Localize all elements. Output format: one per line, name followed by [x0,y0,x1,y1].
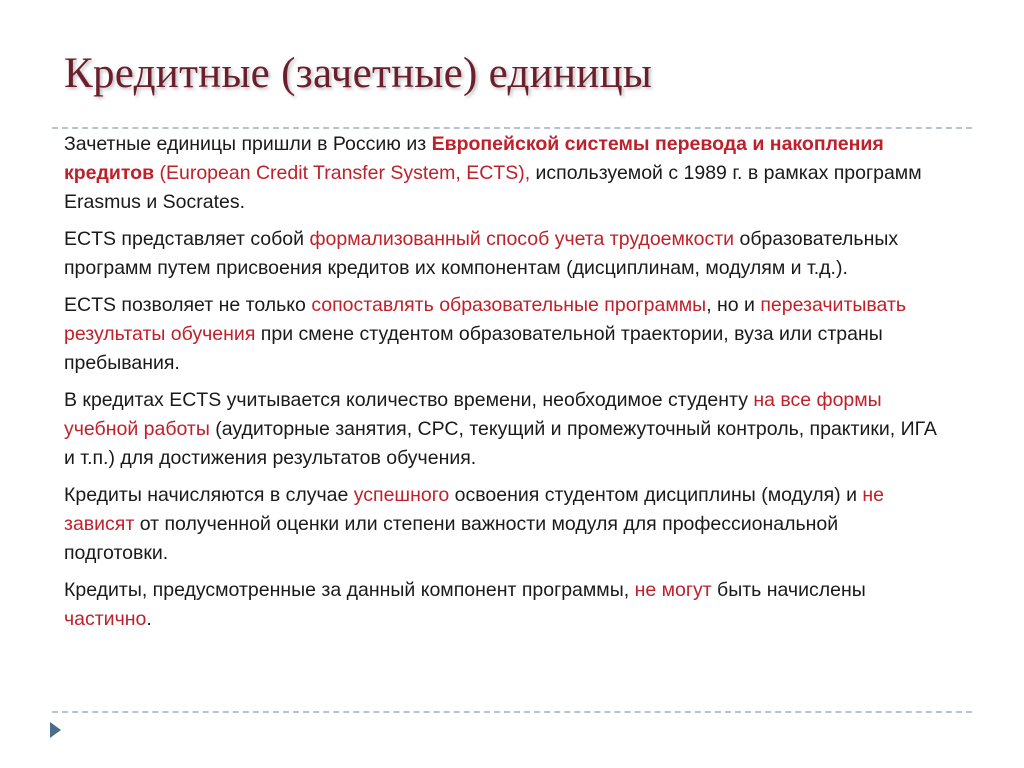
text-segment: ECTS позволяет не только [64,294,312,316]
highlight-segment: не зависят [64,484,885,535]
text-segment: Кредиты начисляются в случае [64,484,354,506]
highlight-segment: перезачитывать результаты обучения [64,294,907,345]
highlight-segment: сопоставлять образовательные программы [311,294,707,316]
highlight-segment: формализованный способ учета трудоемкости [309,228,735,250]
text-segment: ECTS представляет собой [64,228,310,250]
text-segment: используемой с 1989 г. в рамках программ Erasmus и Socrates. [64,162,922,213]
highlight-segment: на все формы учебной работы [64,389,882,440]
text-segment: Кредиты, предусмотренные за данный компонент программы, [64,579,635,601]
text-segment: Зачетные единицы пришли в Россию из [64,133,432,155]
text-segment: освоения студентом дисциплины (модуля) и [449,484,863,506]
title-divider [52,127,972,129]
highlight-segment: успешного [353,484,450,506]
highlight-segment: не могут [634,579,712,601]
text-segment: . [146,608,152,630]
footer-divider [52,711,972,713]
paragraph-credits-awarded [64,481,944,568]
paragraph-ects-workload [64,386,944,473]
text-segment: образовательных программ путем присвоения кредитов их компонентам (дисциплинам, модулям и т.д.). [64,228,899,279]
text-segment: при смене студентом образовательной траектории, вуза или страны пребывания. [64,323,883,374]
slide-title: Кредитные (зачетные) единицы [64,50,653,97]
text-segment: , но и [706,294,761,316]
highlight-segment: (European Credit Transfer System, ECTS), [154,162,531,184]
text-segment: В кредитах ECTS учитывается количество времени, необходимое студенту [64,389,754,411]
paragraph-credits-partial [64,576,944,634]
next-slide-arrow-icon[interactable] [50,722,61,738]
paragraph-ects-definition [64,225,944,283]
paragraph-ects-origin [64,130,944,217]
text-segment: от полученной оценки или степени важности модуля для профессиональной подготовки. [64,513,839,564]
slide-content [64,130,944,642]
text-segment: (аудиторные занятия, СРС, текущий и промежуточный контроль, практики, ИГА и т.п.) для достижения результатов обучения. [64,418,937,469]
highlight-segment: Европейской системы перевода и накопления кредитов [64,133,884,184]
highlight-segment: частично [64,608,147,630]
paragraph-ects-benefits [64,291,944,378]
text-segment: быть начислены [711,579,866,601]
